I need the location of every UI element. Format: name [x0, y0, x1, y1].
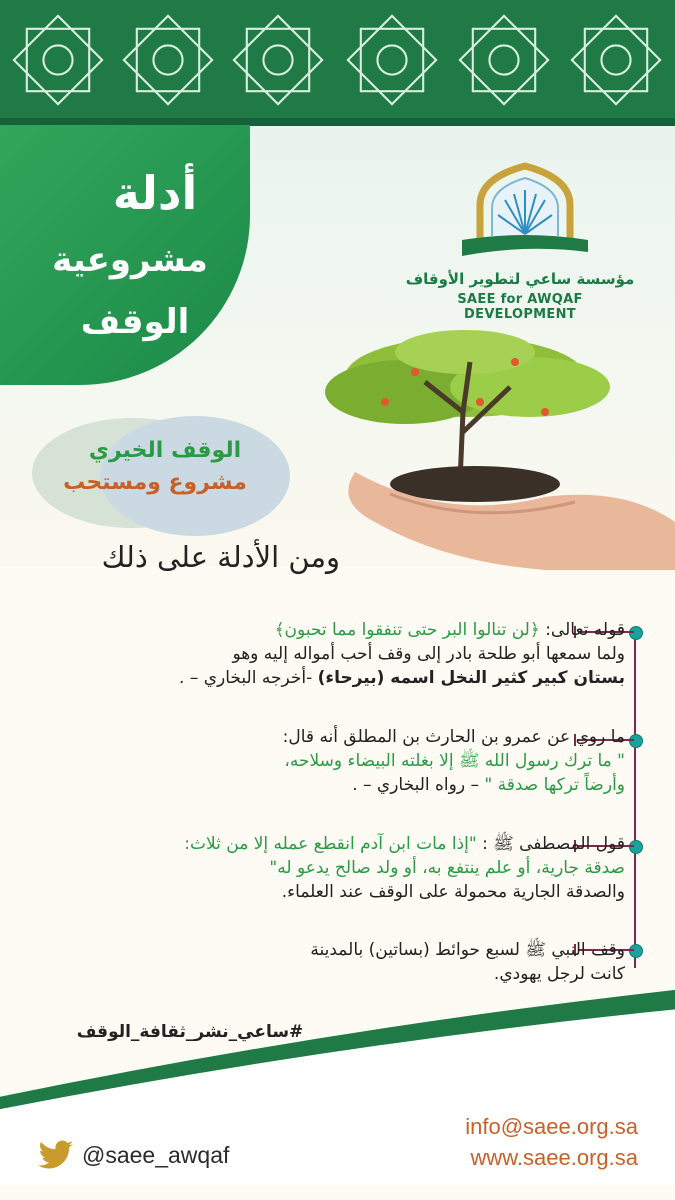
- contact-email[interactable]: info@saee.org.sa: [465, 1114, 638, 1139]
- evidence-1-bold: بستان كبير كثير النخل اسمه (بيرحاء): [317, 668, 625, 688]
- evidence-item-4: [65, 938, 625, 986]
- top-pattern-band: [0, 0, 675, 122]
- evidence-1-lead: قوله تعالى:: [545, 620, 625, 640]
- logo-name-english: SAEE for AWQAF DEVELOPMENT: [457, 292, 583, 322]
- evidence-item-1: [65, 618, 625, 690]
- timeline-line: [634, 628, 636, 968]
- logo-name-arabic: مؤسسة ساعي لتطوير الأوقاف: [405, 270, 635, 288]
- website-link[interactable]: www.saee.org.sa: [470, 1145, 638, 1170]
- evidence-1-line-3: [65, 666, 625, 690]
- hashtag: #ساعي_نشر_ثقافة_الوقف: [76, 1022, 304, 1042]
- timeline-dot: [629, 840, 643, 854]
- evidence-item-2: [65, 725, 625, 797]
- evidence-2-source: – رواه البخاري – .: [352, 775, 485, 795]
- title-line-1: أدلة: [112, 166, 198, 220]
- evidence-3-hadith: "إذا مات ابن آدم انقطع عمله إلا من ثلاث:: [184, 834, 477, 854]
- evidence-2-quote: وأرضاً تركها صدقة ": [484, 775, 625, 795]
- star-pattern-icon: [116, 8, 220, 112]
- evidence-2-line-3: [65, 773, 625, 797]
- tree-in-hands-image: [295, 322, 675, 570]
- evidence-3-line-1: [65, 832, 625, 856]
- timeline-dot: [629, 626, 643, 640]
- star-pattern-icon: [226, 8, 330, 112]
- star-pattern-icon: [564, 8, 668, 112]
- section-heading: ومن الأدلة على ذلك: [101, 540, 340, 574]
- evidence-2-line-2: " ما ترك رسول الله ﷺ إلا بغلته البيضاء وسلاحه،: [284, 751, 625, 771]
- evidence-item-3: [65, 832, 625, 904]
- bubble-line-2: مشروع ومستحب: [63, 470, 247, 495]
- evidence-1-source: -أخرجه البخاري – .: [179, 668, 318, 688]
- evidence-1-line-1: [65, 618, 625, 642]
- star-pattern-icon: [452, 8, 556, 112]
- evidence-3-line-3: والصدقة الجارية محمولة على الوقف عند العلماء.: [281, 882, 625, 902]
- star-pattern-icon: [340, 8, 444, 112]
- evidence-1-line-2: ولما سمعها أبو طلحة بادر إلى وقف أحب أمواله إليه وهو: [232, 644, 625, 664]
- evidence-4-line-2: كانت لرجل يهودي.: [493, 964, 625, 984]
- timeline-dot: [629, 944, 643, 958]
- evidence-3-lead: قول المصطفى ﷺ :: [482, 834, 625, 854]
- twitter-handle[interactable]: @saee_awqaf: [82, 1142, 230, 1168]
- twitter-bird-icon: [38, 1140, 74, 1170]
- star-pattern-icon: [6, 8, 110, 112]
- title-line-3: الوقف: [80, 302, 190, 342]
- evidence-3-line-2: صدقة جارية، أو علم ينتفع به، أو ولد صالح يدعو له": [269, 858, 625, 878]
- bubble-line-1: الوقف الخيري: [88, 438, 242, 463]
- saee-logo-icon: [460, 160, 590, 270]
- title-line-2: مشروعية: [52, 240, 208, 280]
- evidence-1-verse: ﴿لن تنالوا البر حتى تنفقوا مما تحبون﴾: [274, 620, 540, 640]
- timeline-dot: [629, 734, 643, 748]
- evidence-2-line-1: ما روي عن عمرو بن الحارث بن المطلق أنه قال:: [282, 727, 625, 747]
- evidence-4-line-1: وقف النبي ﷺ لسبع حوائط (بساتين) بالمدينة: [310, 940, 625, 960]
